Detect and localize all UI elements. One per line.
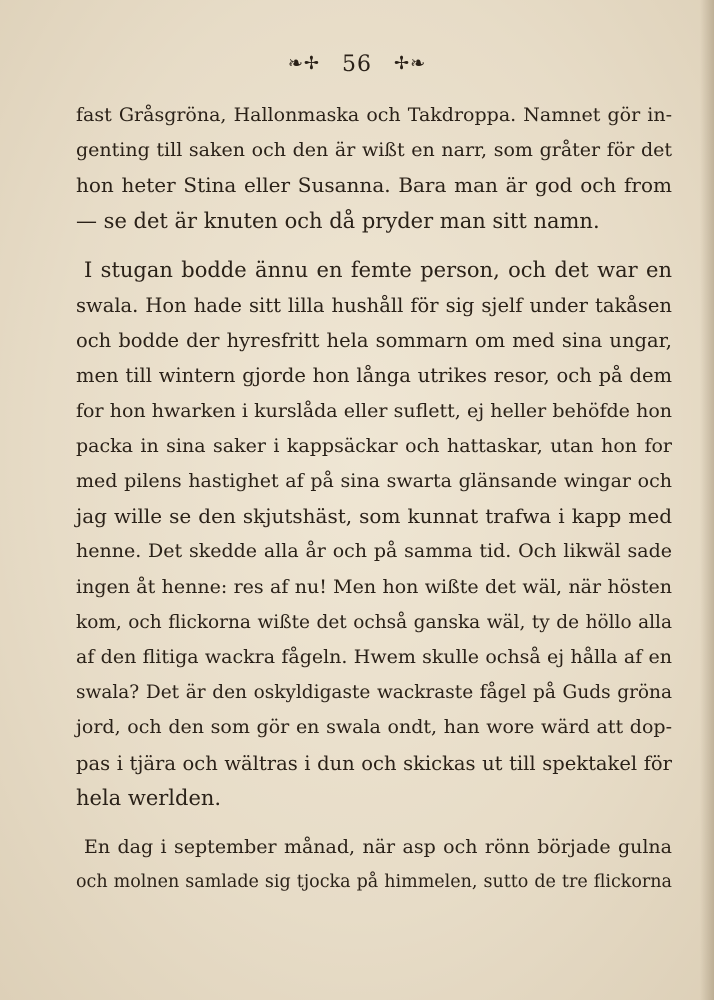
text-line: jord, och den som gör en swala ondt, han wore wärd att dop- xyxy=(76,716,672,739)
page-header xyxy=(0,52,714,77)
paragraph xyxy=(76,830,672,900)
text-line: henne. Det skedde alla år och på samma tid. Och likwäl sade xyxy=(76,540,672,563)
text-line: jag wille se den skjutshäst, som kunnat trafwa i kapp med xyxy=(76,504,672,529)
text-line: hon heter Stina eller Susanna. Bara man är god och from xyxy=(76,173,672,198)
text-line: swala? Det är den oskyldigaste wackraste fågel på Guds gröna xyxy=(76,682,672,704)
text-line: I stugan bodde ännu en femte person, och det war en xyxy=(84,257,672,282)
paragraph xyxy=(76,253,672,816)
text-line: och molnen samlade sig tjocka på himmelen, sutto de tre flickorna xyxy=(76,872,672,893)
text-line: En dag i september månad, när asp och rönn började gulna xyxy=(84,836,672,859)
text-line: af den flitiga wackra fågeln. Hwem skulle ochså ej hålla af en xyxy=(76,646,672,669)
text-line: och bodde der hyresfritt hela sommarn om med sina ungar, xyxy=(76,329,672,353)
text-line: med pilens hastighet af på sina swarta glänsande wingar och xyxy=(76,470,672,493)
text-line: packa in sina saker i kappsäckar och hattaskar, utan hon for xyxy=(76,434,672,457)
text-line: — se det är knuten och då pryder man sitt namn. xyxy=(76,208,600,233)
ornament-right: ✢❧ xyxy=(394,53,427,74)
text-line: ingen åt henne: res af nu! Men hon wißte det wäl, när hösten xyxy=(76,575,672,598)
text-line: hela werlden. xyxy=(76,785,222,810)
text-line: swala. Hon hade sitt lilla hushåll för sig sjelf under takåsen xyxy=(76,294,672,318)
paragraph-gap xyxy=(76,816,672,830)
text-line: fast Gråsgröna, Hallonmaska och Takdroppa. Namnet gör in- xyxy=(76,104,672,126)
ornament-left: ❧✢ xyxy=(287,53,320,74)
page-number: 56 xyxy=(342,52,372,77)
text-line: kom, och flickorna wißte det ochså ganska wäl, ty de höllo alla xyxy=(76,611,672,633)
text-line: genting till saken och den är wißt en narr, som gråter för det xyxy=(76,139,672,162)
text-line: men till wintern gjorde hon långa utrikes resor, och på dem xyxy=(76,364,672,388)
paragraph xyxy=(76,98,672,239)
body-text xyxy=(76,98,672,900)
text-line: pas i tjära och wältras i dun och skickas ut till spektakel för xyxy=(76,751,672,775)
paragraph-gap xyxy=(76,239,672,253)
text-line: for hon hwarken i kurslåda eller suflett, ej heller behöfde hon xyxy=(76,399,672,422)
